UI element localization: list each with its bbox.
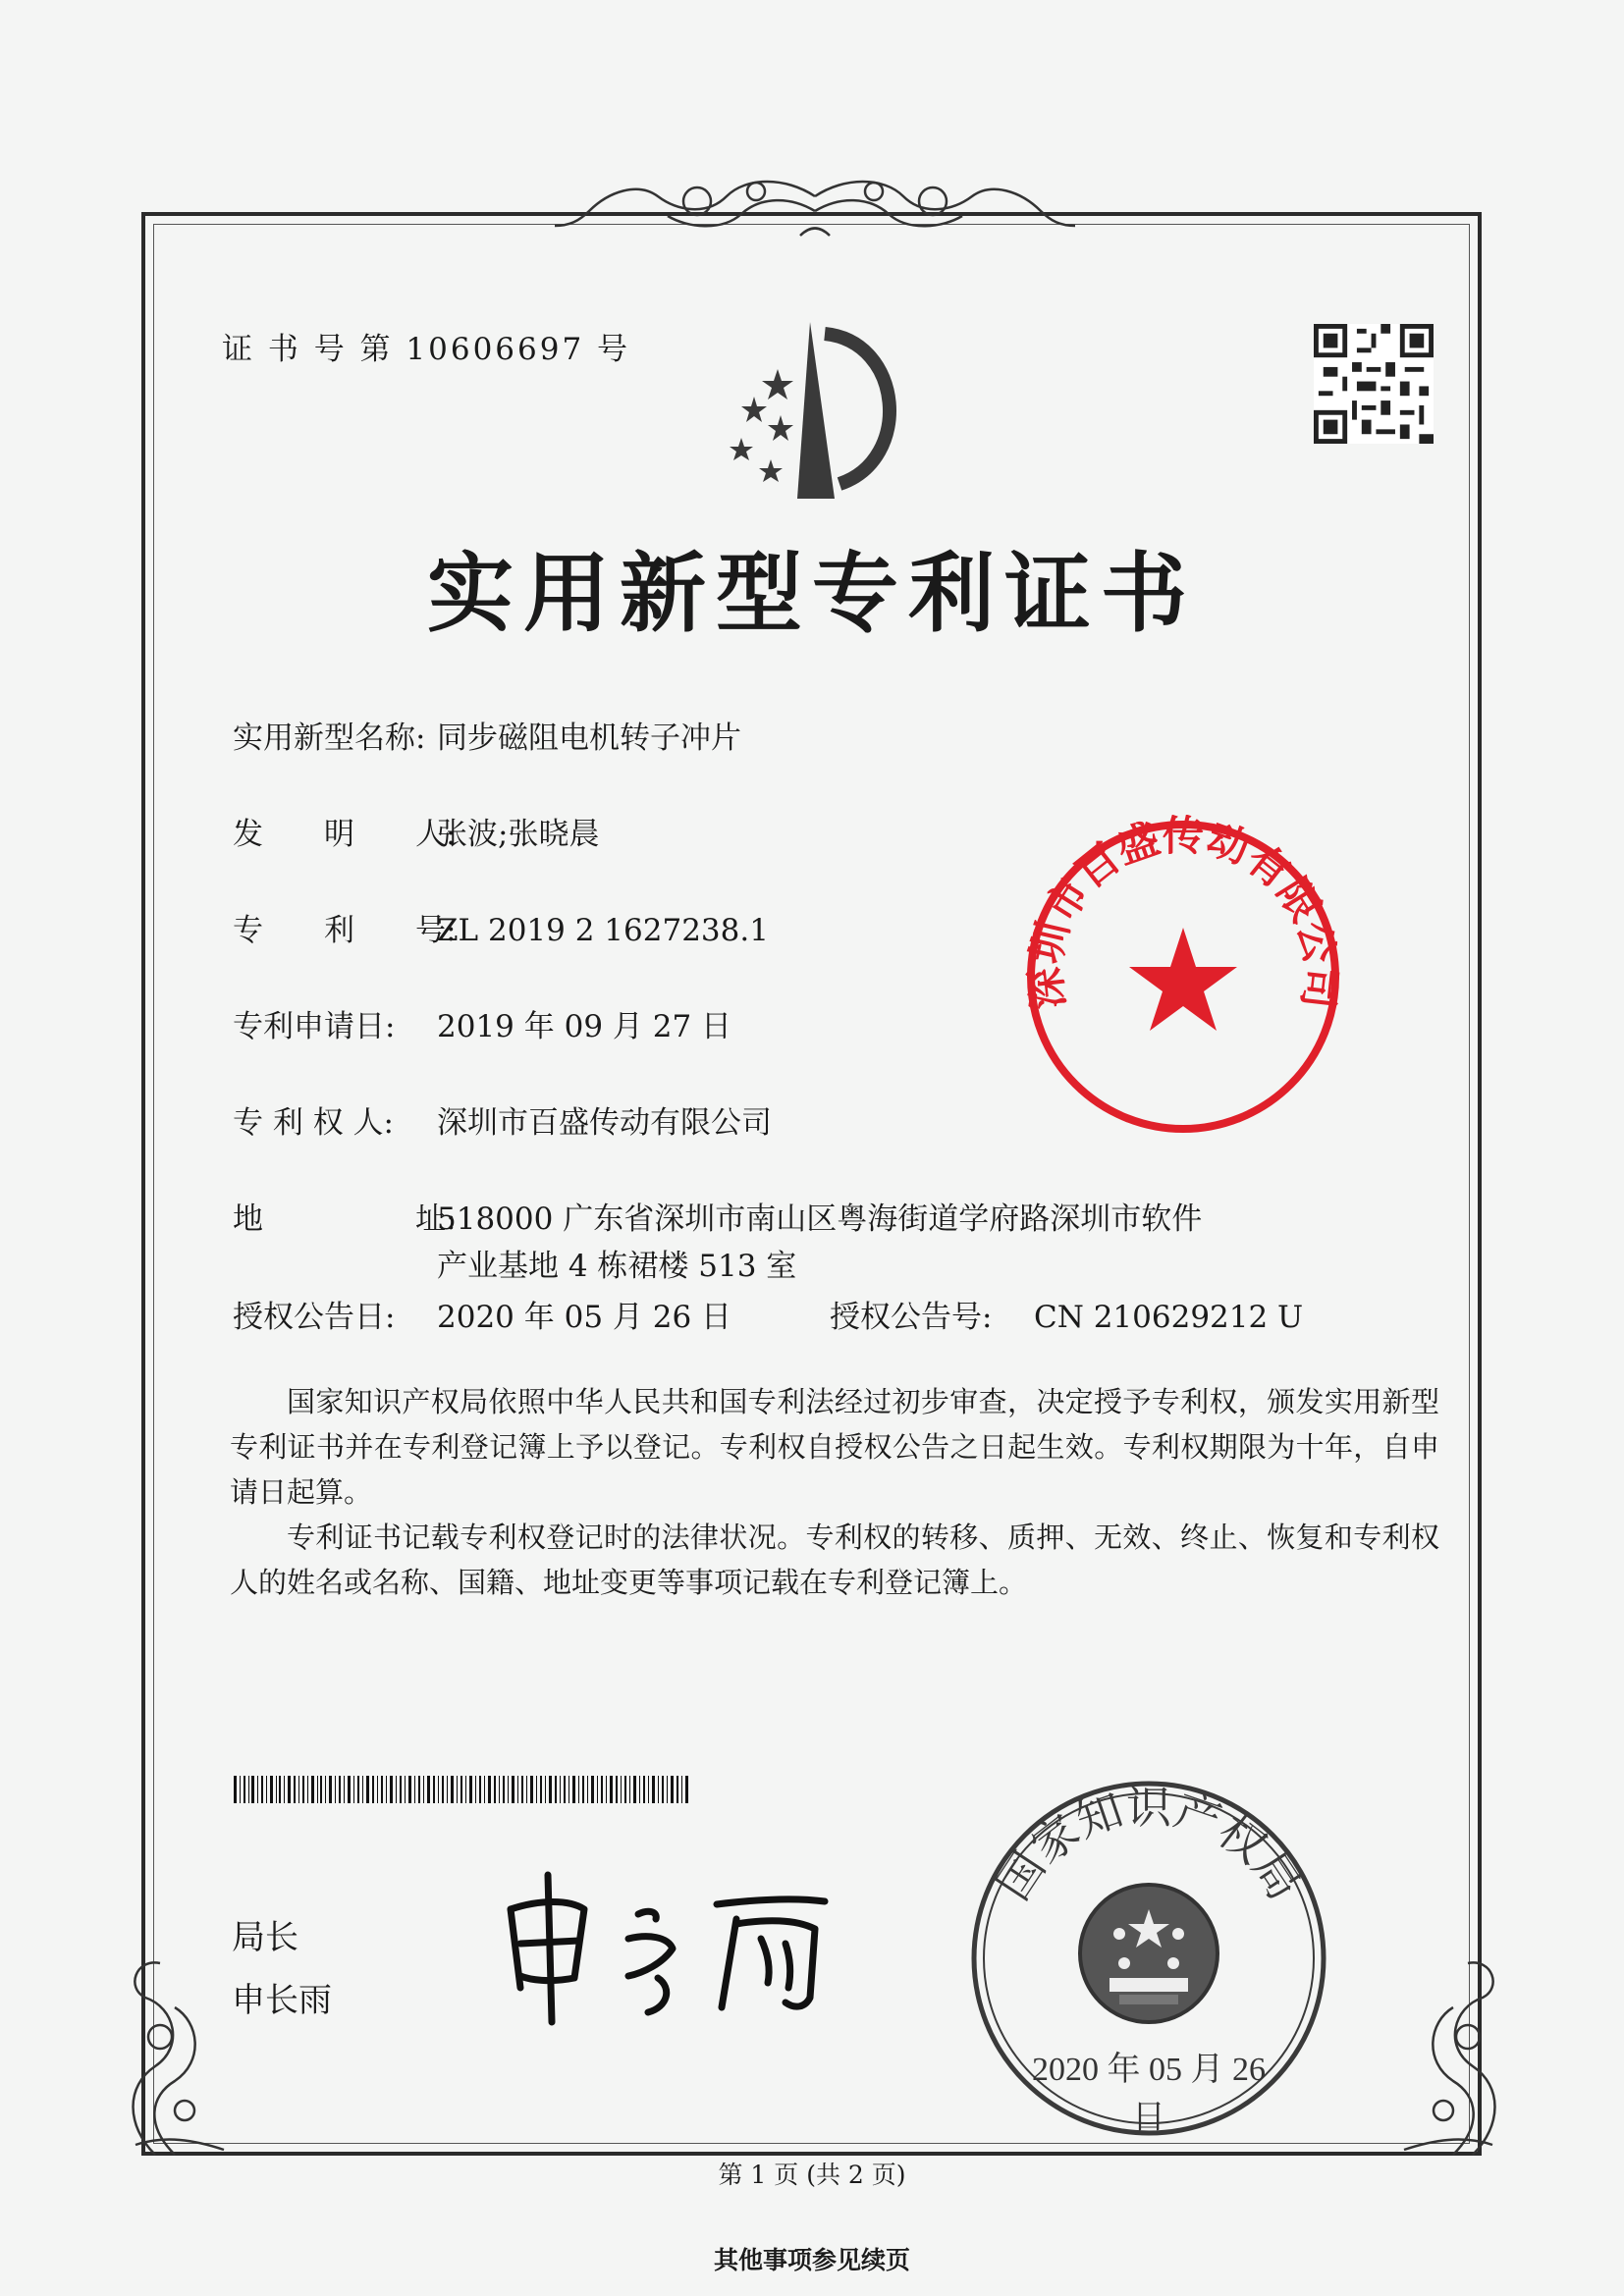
certificate-number: 证 书 号 第 10606697 号: [222, 332, 631, 367]
field-label: 发 明 人:: [233, 817, 457, 852]
barcode: [234, 1776, 690, 1803]
qr-code: [1314, 324, 1434, 444]
statement-paragraph-2: 专利证书记载专利权登记时的法律状况。专利权的转移、质押、无效、终止、恢复和专利权人的姓名或名称、国籍、地址变更等事项记载在专利登记簿上。: [230, 1521, 1439, 1599]
field-value: ZL 2019 2 1627238.1: [437, 913, 769, 948]
field-label: 专 利 权 人:: [233, 1105, 395, 1141]
field-value: 2020 年 05 月 26 日: [437, 1300, 732, 1335]
field-value: 同步磁阻电机转子冲片: [437, 721, 741, 756]
director-signature: [491, 1860, 844, 2027]
company-seal-text: 深圳市百盛传动有限公司: [1021, 815, 1345, 1012]
bottom-left-ornament: [116, 1949, 234, 2164]
director-name: 申长雨: [232, 1981, 332, 2020]
field-value: 张波;张晓晨: [437, 817, 600, 852]
field-value-line1: 518000 广东省深圳市南山区粤海街道学府路深圳市软件: [437, 1201, 1203, 1237]
field-label: 实用新型名称:: [233, 721, 426, 756]
field-value: 2019 年 09 月 27 日: [437, 1009, 732, 1044]
footer-note: 其他事项参见续页: [713, 2246, 910, 2274]
patent-office-emblem: [687, 312, 952, 508]
top-ornament: [550, 167, 1080, 255]
field-label: 地 址:: [233, 1201, 457, 1237]
field-label: 授权公告日:: [233, 1300, 396, 1335]
certificate-statement: [230, 1379, 1439, 1605]
certificate-title: 实用新型专利证书: [426, 543, 1197, 644]
office-seal-text: 国家知识产权局: [986, 1780, 1312, 1909]
director-title: 局长: [232, 1918, 298, 1957]
field-label: 授权公告号:: [830, 1300, 993, 1335]
field-value-line2: 产业基地 4 栋裙楼 513 室: [437, 1249, 797, 1284]
office-seal-date: 2020 年 05 月 26 日: [1032, 2052, 1266, 2136]
bottom-right-ornament: [1394, 1949, 1512, 2164]
statement-paragraph-1: 国家知识产权局依照中华人民共和国专利法经过初步审查，决定授予专利权，颁发实用新型专利证书并在专利登记簿上予以登记。专利权自授权公告之日起生效。专利权期限为十年，自申请日起算。: [230, 1385, 1439, 1509]
company-seal: [1021, 815, 1345, 1139]
page-number: 第 1 页 (共 2 页): [718, 2161, 906, 2189]
field-value: 深圳市百盛传动有限公司: [437, 1105, 772, 1141]
field-value: CN 210629212 U: [1034, 1300, 1304, 1335]
field-label: 专利申请日:: [233, 1009, 396, 1044]
field-label: 专 利 号:: [233, 913, 457, 948]
